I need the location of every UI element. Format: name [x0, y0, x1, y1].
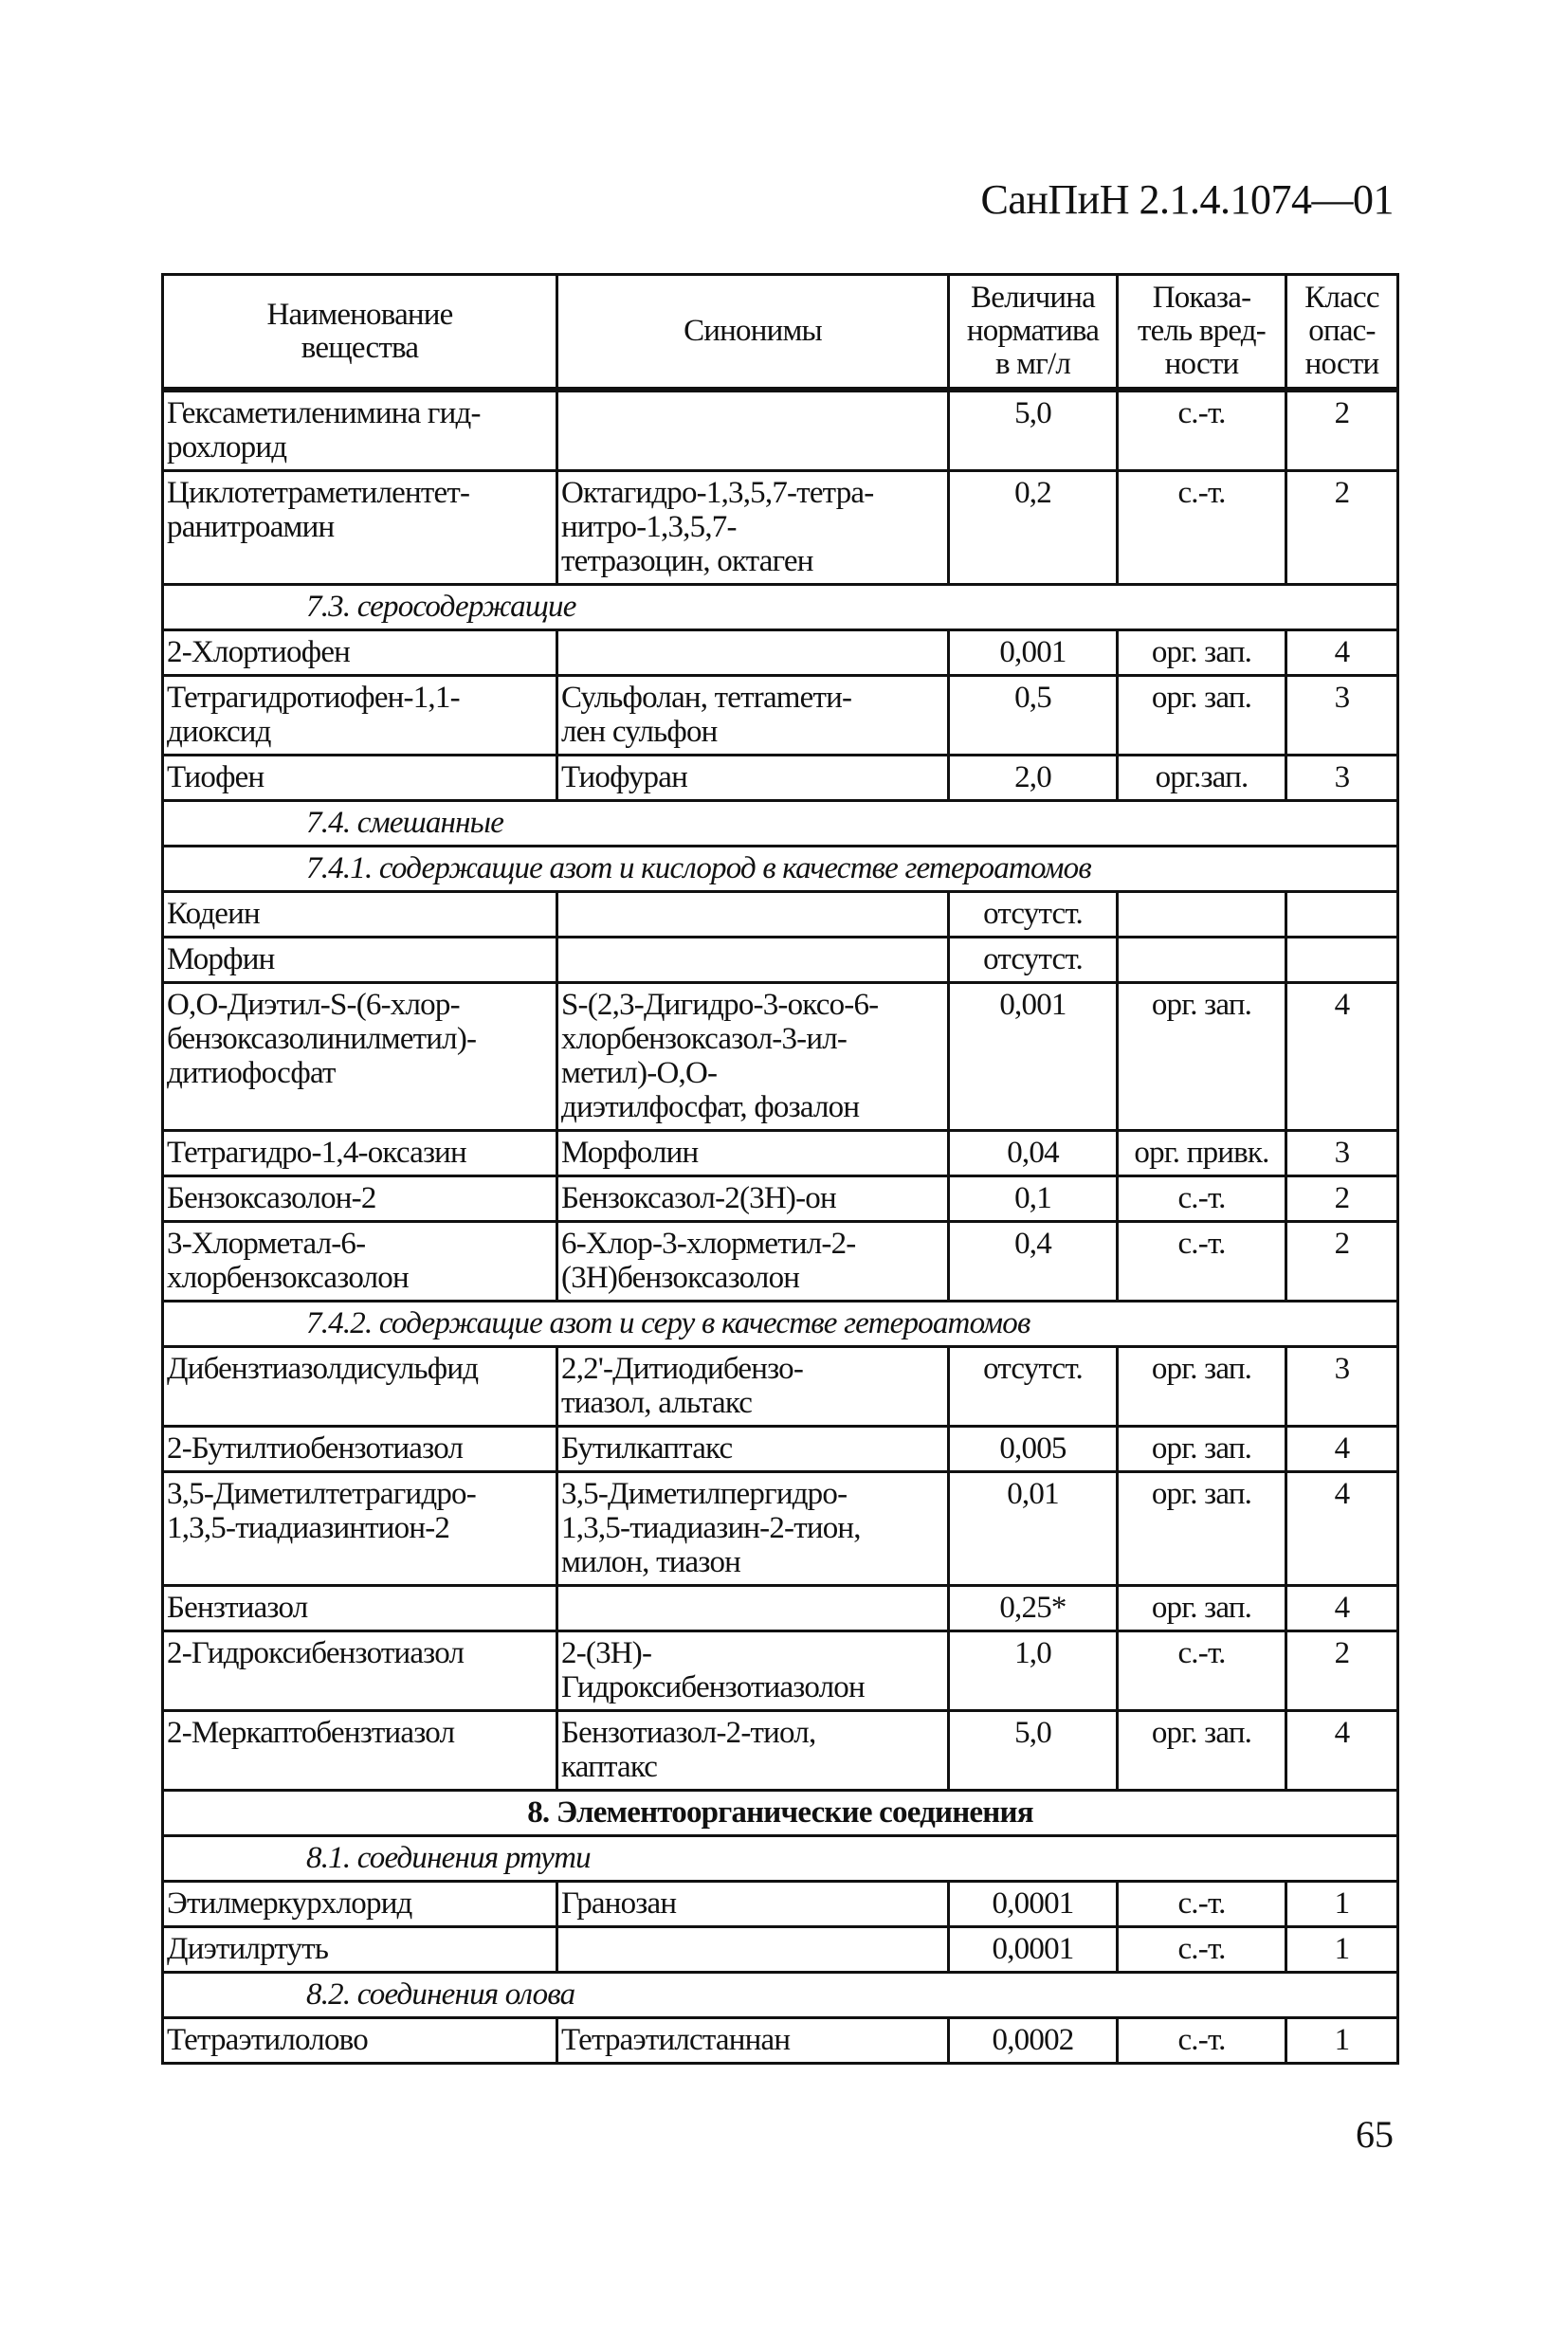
page-number: 65: [1356, 2113, 1394, 2156]
cell-synonyms: [557, 938, 949, 983]
column-header-hazard-class: Класс опас- ности: [1286, 275, 1398, 391]
cell-harm-indicator: с.-т.: [1118, 1882, 1286, 1927]
cell-hazard-class: 4: [1286, 1427, 1398, 1472]
cell-harm-indicator: орг. зап.: [1118, 1472, 1286, 1586]
cell-norm-value: 0,0001: [949, 1927, 1118, 1973]
table-row: [163, 1131, 1398, 1176]
cell-norm-value: 0,2: [949, 471, 1118, 585]
table-row: [163, 1927, 1398, 1973]
column-header-synonyms: Синонимы: [557, 275, 949, 391]
section-heading-row: [163, 801, 1398, 847]
cell-harm-indicator: орг.зап.: [1118, 756, 1286, 801]
cell-name: 2-Хлортиофен: [163, 630, 557, 676]
cell-name: 3,5-Диметилтетрагидро- 1,3,5-тиадиазинтион-2: [163, 1472, 557, 1586]
cell-synonyms: Бензоксазол-2(3Н)-он: [557, 1176, 949, 1222]
cell-synonyms: S-(2,3-Дигидро-3-оксо-6- хлорбензоксазол-3-ил- метил)-О,О- диэтилфосфат, фозалон: [557, 983, 949, 1131]
cell-harm-indicator: с.-т.: [1118, 1176, 1286, 1222]
cell-harm-indicator: с.-т.: [1118, 390, 1286, 471]
cell-hazard-class: 3: [1286, 756, 1398, 801]
table-row: [163, 983, 1398, 1131]
section-heading-row: [163, 585, 1398, 630]
cell-hazard-class: 2: [1286, 390, 1398, 471]
cell-synonyms: 2-(3Н)- Гидроксибензотиазолон: [557, 1631, 949, 1711]
cell-norm-value: отсутст.: [949, 1347, 1118, 1427]
cell-norm-value: 0,1: [949, 1176, 1118, 1222]
cell-name: Тетрагидротиофен-1,1- диоксид: [163, 676, 557, 756]
cell-name: 2-Гидроксибензотиазол: [163, 1631, 557, 1711]
cell-name: Тетрагидро-1,4-оксазин: [163, 1131, 557, 1176]
cell-name: Кодеин: [163, 892, 557, 938]
cell-name: 2-Бутилтиобензотиазол: [163, 1427, 557, 1472]
cell-norm-value: отсутст.: [949, 892, 1118, 938]
cell-norm-value: 0,01: [949, 1472, 1118, 1586]
cell-synonyms: Бутилкаптакс: [557, 1427, 949, 1472]
cell-synonyms: Бензотиазол-2-тиол, каптакс: [557, 1711, 949, 1791]
cell-synonyms: Тиофуран: [557, 756, 949, 801]
cell-synonyms: 2,2'-Дитиодибензо- тиазол, альтакс: [557, 1347, 949, 1427]
cell-hazard-class: 2: [1286, 471, 1398, 585]
section-heading: 7.4.2. содержащие азот и серу в качестве гетероатомов: [163, 1302, 1398, 1347]
chapter-heading: 8. Элементоорганические соединения: [163, 1791, 1398, 1836]
cell-norm-value: отсутст.: [949, 938, 1118, 983]
cell-name: Диэтилртуть: [163, 1927, 557, 1973]
table-row: [163, 1427, 1398, 1472]
cell-norm-value: 1,0: [949, 1631, 1118, 1711]
cell-name: 2-Меркаптобензтиазол: [163, 1711, 557, 1791]
cell-norm-value: 0,001: [949, 983, 1118, 1131]
chapter-heading-row: [163, 1791, 1398, 1836]
cell-norm-value: 0,0002: [949, 2018, 1118, 2064]
cell-hazard-class: 2: [1286, 1222, 1398, 1302]
cell-synonyms: Гранозан: [557, 1882, 949, 1927]
cell-hazard-class: 1: [1286, 1882, 1398, 1927]
cell-norm-value: 5,0: [949, 390, 1118, 471]
section-heading-row: [163, 1836, 1398, 1882]
section-heading: 7.4. смешанные: [163, 801, 1398, 847]
cell-synonyms: [557, 1586, 949, 1631]
cell-synonyms: Сульфолан, тетramети- лен сульфон: [557, 676, 949, 756]
cell-synonyms: [557, 630, 949, 676]
cell-norm-value: 0,5: [949, 676, 1118, 756]
cell-hazard-class: 3: [1286, 676, 1398, 756]
table-row: [163, 1222, 1398, 1302]
table-row: [163, 892, 1398, 938]
section-heading: 8.1. соединения ртути: [163, 1836, 1398, 1882]
cell-hazard-class: 4: [1286, 1711, 1398, 1791]
section-heading-row: [163, 1973, 1398, 2018]
cell-name: Тиофен: [163, 756, 557, 801]
table-row: [163, 938, 1398, 983]
cell-hazard-class: 4: [1286, 630, 1398, 676]
table-row: [163, 630, 1398, 676]
cell-name: Бензтиазол: [163, 1586, 557, 1631]
cell-name: 3-Хлорметал-6- хлорбензоксазолон: [163, 1222, 557, 1302]
cell-hazard-class: [1286, 892, 1398, 938]
cell-synonyms: Морфолин: [557, 1131, 949, 1176]
table-header-row: [163, 275, 1398, 391]
cell-hazard-class: 1: [1286, 2018, 1398, 2064]
cell-synonyms: 3,5-Диметилпергидро- 1,3,5-тиадиазин-2-тион, милон, тиазон: [557, 1472, 949, 1586]
section-heading-row: [163, 847, 1398, 892]
cell-name: Морфин: [163, 938, 557, 983]
cell-harm-indicator: орг. зап.: [1118, 1586, 1286, 1631]
cell-synonyms: [557, 1927, 949, 1973]
cell-norm-value: 0,0001: [949, 1882, 1118, 1927]
cell-harm-indicator: с.-т.: [1118, 2018, 1286, 2064]
cell-norm-value: 5,0: [949, 1711, 1118, 1791]
cell-name: О,О-Диэтил-S-(6-хлор- бензоксазолинилметил)- дитиофосфат: [163, 983, 557, 1131]
cell-harm-indicator: орг. зап.: [1118, 1711, 1286, 1791]
cell-harm-indicator: орг. зап.: [1118, 1347, 1286, 1427]
cell-synonyms: 6-Хлор-3-хлорметил-2- (3Н)бензоксазолон: [557, 1222, 949, 1302]
cell-name: Бензоксазолон-2: [163, 1176, 557, 1222]
table-row: [163, 2018, 1398, 2064]
table-row: [163, 1347, 1398, 1427]
table-row: [163, 1631, 1398, 1711]
cell-norm-value: 2,0: [949, 756, 1118, 801]
cell-name: Этилмеркурхлорид: [163, 1882, 557, 1927]
cell-synonyms: [557, 390, 949, 471]
section-heading: 8.2. соединения олова: [163, 1973, 1398, 2018]
cell-norm-value: 0,001: [949, 630, 1118, 676]
table-row: [163, 390, 1398, 471]
cell-harm-indicator: орг. зап.: [1118, 676, 1286, 756]
cell-hazard-class: 2: [1286, 1176, 1398, 1222]
cell-hazard-class: 4: [1286, 983, 1398, 1131]
substances-table: [161, 273, 1399, 2065]
cell-norm-value: 0,04: [949, 1131, 1118, 1176]
cell-synonyms: [557, 892, 949, 938]
table-row: [163, 1472, 1398, 1586]
cell-harm-indicator: с.-т.: [1118, 471, 1286, 585]
cell-name: Гексаметиленимина гид- рохлорид: [163, 390, 557, 471]
cell-name: Дибензтиазолдисульфид: [163, 1347, 557, 1427]
cell-hazard-class: 2: [1286, 1631, 1398, 1711]
cell-hazard-class: 3: [1286, 1131, 1398, 1176]
column-header-norm-value: Величина норматива в мг/л: [949, 275, 1118, 391]
cell-norm-value: 0,4: [949, 1222, 1118, 1302]
section-heading: 7.4.1. содержащие азот и кислород в качестве гетероатомов: [163, 847, 1398, 892]
cell-harm-indicator: с.-т.: [1118, 1631, 1286, 1711]
cell-hazard-class: 4: [1286, 1472, 1398, 1586]
table-row: [163, 1586, 1398, 1631]
cell-harm-indicator: [1118, 892, 1286, 938]
cell-harm-indicator: орг. привк.: [1118, 1131, 1286, 1176]
cell-norm-value: 0,005: [949, 1427, 1118, 1472]
column-header-name: Наименование вещества: [163, 275, 557, 391]
cell-hazard-class: [1286, 938, 1398, 983]
column-header-harm-indicator: Показа- тель вред- ности: [1118, 275, 1286, 391]
table-row: [163, 471, 1398, 585]
document-code: СанПиН 2.1.4.1074—01: [980, 176, 1394, 223]
table-row: [163, 756, 1398, 801]
cell-name: Циклотетраметилентет- ранитроамин: [163, 471, 557, 585]
table-row: [163, 676, 1398, 756]
cell-harm-indicator: орг. зап.: [1118, 630, 1286, 676]
cell-harm-indicator: [1118, 938, 1286, 983]
section-heading-row: [163, 1302, 1398, 1347]
cell-harm-indicator: орг. зап.: [1118, 1427, 1286, 1472]
cell-harm-indicator: с.-т.: [1118, 1927, 1286, 1973]
cell-synonyms: Тетраэтилстаннан: [557, 2018, 949, 2064]
table-row: [163, 1711, 1398, 1791]
cell-harm-indicator: с.-т.: [1118, 1222, 1286, 1302]
cell-norm-value: 0,25*: [949, 1586, 1118, 1631]
section-heading: 7.3. серосодержащие: [163, 585, 1398, 630]
cell-hazard-class: 4: [1286, 1586, 1398, 1631]
cell-hazard-class: 3: [1286, 1347, 1398, 1427]
cell-name: Тетраэтилолово: [163, 2018, 557, 2064]
cell-synonyms: Октагидро-1,3,5,7-тетра- нитро-1,3,5,7- тетразоцин, октаген: [557, 471, 949, 585]
cell-harm-indicator: орг. зап.: [1118, 983, 1286, 1131]
table-row: [163, 1882, 1398, 1927]
table-row: [163, 1176, 1398, 1222]
cell-hazard-class: 1: [1286, 1927, 1398, 1973]
